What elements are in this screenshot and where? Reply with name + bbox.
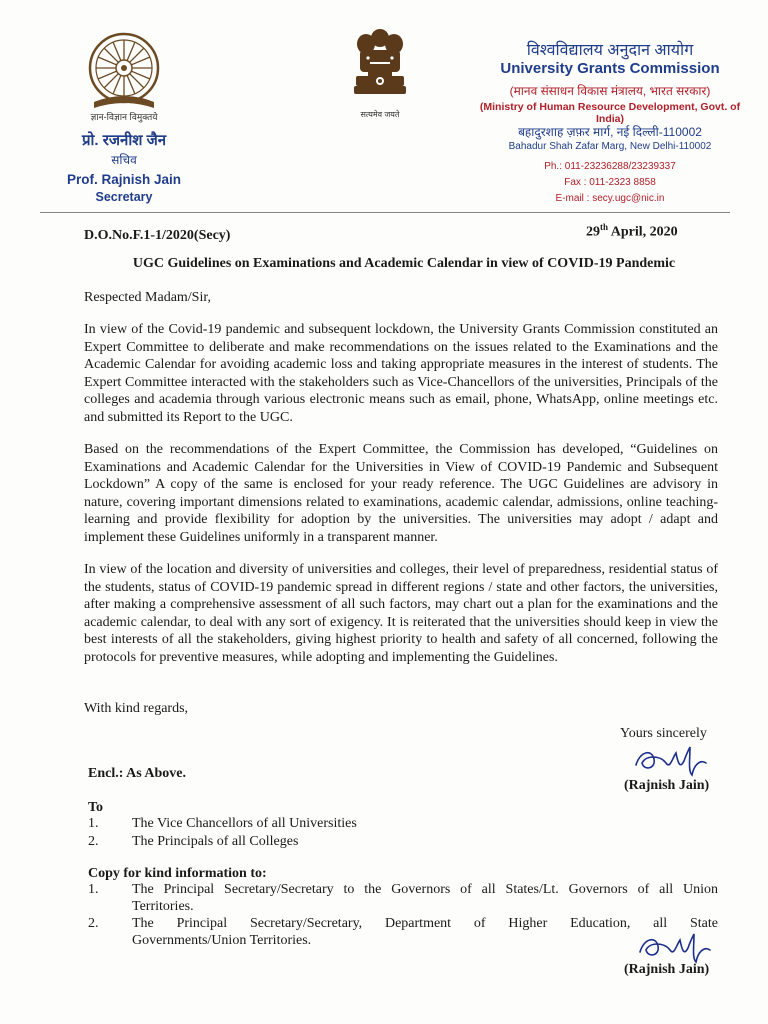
list-item-line: Governments/Union Territories. — [132, 933, 312, 948]
secretary-name-hindi: प्रो. रजनीश जैन — [81, 132, 167, 149]
paragraph-1: In view of the Covid-19 pandemic and subsequent lockdown, the University Grants Commission constituted an Expert Committee to deliberate and make recommendations on the issues related to the Examinations and the Academic Calendar for avoiding academic loss and taking appropriate measures in the interest of students. The Expert Committee interacted with the stakeholders such as Vice-Chancellors of the universities, Principals of the colleges and academia through various electronic means such as email, phone, WhatsApp, online meetings etc. and submitted its Report to the UGC. — [84, 322, 718, 425]
list-item — [88, 881, 718, 917]
enclosure: Encl.: As Above. — [88, 766, 187, 781]
list-item-number: 2. — [88, 916, 99, 931]
letter-date — [586, 222, 678, 241]
signatory-name: (Rajnish Jain) — [624, 962, 710, 977]
valediction: Yours sincerely — [620, 726, 707, 741]
list-item-text: The Vice Chancellors of all Universities — [132, 816, 357, 831]
ministry-hindi: (मानव संसाधन विकास मंत्रालय, भारत सरकार) — [509, 84, 711, 98]
secretary-title: Secretary — [95, 190, 153, 204]
signature — [630, 741, 710, 781]
list-item-line: The Principal Secretary/Secretary, Department of Higher Education, all State — [132, 916, 718, 931]
logo-motto: ज्ञान-विज्ञान विमुक्तये — [90, 112, 158, 122]
recipients-heading: To — [88, 800, 104, 815]
list-item-text — [132, 915, 718, 949]
list-item — [88, 815, 718, 833]
list-item-number: 2. — [88, 834, 99, 849]
org-name: University Grants Commission — [500, 60, 720, 77]
fax-number: Fax : 011-2323 8858 — [564, 177, 656, 188]
email-address[interactable]: E-mail : secy.ugc@nic.in — [555, 193, 665, 204]
emblem-motto: सत्यमेव जयते — [360, 110, 400, 119]
list-item-number: 1. — [88, 816, 99, 831]
date-rest: April, 2020 — [608, 224, 678, 240]
closing: With kind regards, — [84, 701, 189, 716]
copy-to-heading: Copy for kind information to: — [88, 866, 267, 881]
list-item-line: Territories. — [132, 899, 194, 914]
secretary-name: Prof. Rajnish Jain — [66, 172, 182, 187]
list-item-number: 1. — [88, 882, 99, 897]
letter-subject: UGC Guidelines on Examinations and Academic Calendar in view of COVID-19 Pandemic — [132, 256, 676, 271]
address: Bahadur Shah Zafar Marg, New Delhi-110002 — [508, 141, 712, 152]
header-divider — [40, 212, 730, 213]
secretary-title-hindi: सचिव — [111, 153, 137, 167]
list-item-text — [132, 881, 718, 915]
date-day: 29 — [586, 224, 600, 240]
reference-number: D.O.No.F.1-1/2020(Secy) — [84, 228, 231, 243]
list-item — [88, 833, 718, 851]
paragraph-2: Based on the recommendations of the Expert Committee, the Commission has developed, “Guidelines on Examinations and Academic Calendar for the Universities in View of COVID-19 Pandemic and Subsequent Lockdown” A copy of the same is enclosed for your ready reference. The UGC Guidelines are advisory in nature, covering important dimensions related to examinations, academic calendar, admissions, online teaching-learning and provide flexibility for adoption by the universities. The universities may adopt / adapt and implement these Guidelines uniformly in a transparent manner. — [84, 442, 718, 545]
ministry-name: (Ministry of Human Resource Development, Govt. of India) — [479, 101, 741, 125]
address-hindi: बहादुरशाह ज़फ़र मार्ग, नई दिल्ली-110002 — [518, 125, 702, 139]
salutation: Respected Madam/Sir, — [84, 290, 211, 305]
list-item-line: The Principal Secretary/Secretary to the Governors of all States/Lt. Governors of all Union — [132, 882, 718, 897]
list-item — [88, 915, 718, 951]
date-suffix: th — [600, 222, 609, 232]
signatory-name: (Rajnish Jain) — [624, 778, 710, 793]
paragraph-3: In view of the location and diversity of universities and colleges, their level of preparedness, residential status of the students, status of COVID-19 pandemic spread in different regions / state and other factors, the universities, after making a comprehensive assessment of all such factors, may chart out a plan for the examinations and the academic calendar, to deal with any sort of exigency. It is reiterated that the universities should keep in view the best interests of all the stakeholders, giving highest priority to health and safety of all concerned, following the protocols for preventive measures, while adopting and implementing the Guidelines. — [84, 562, 718, 665]
ugc-logo — [82, 28, 166, 112]
org-name-hindi: विश्वविद्यालय अनुदान आयोग — [526, 42, 694, 59]
national-emblem — [346, 26, 414, 108]
phone-number: Ph.: 011-23236288/23239337 — [544, 161, 676, 172]
list-item-text: The Principals of all Colleges — [132, 834, 299, 849]
